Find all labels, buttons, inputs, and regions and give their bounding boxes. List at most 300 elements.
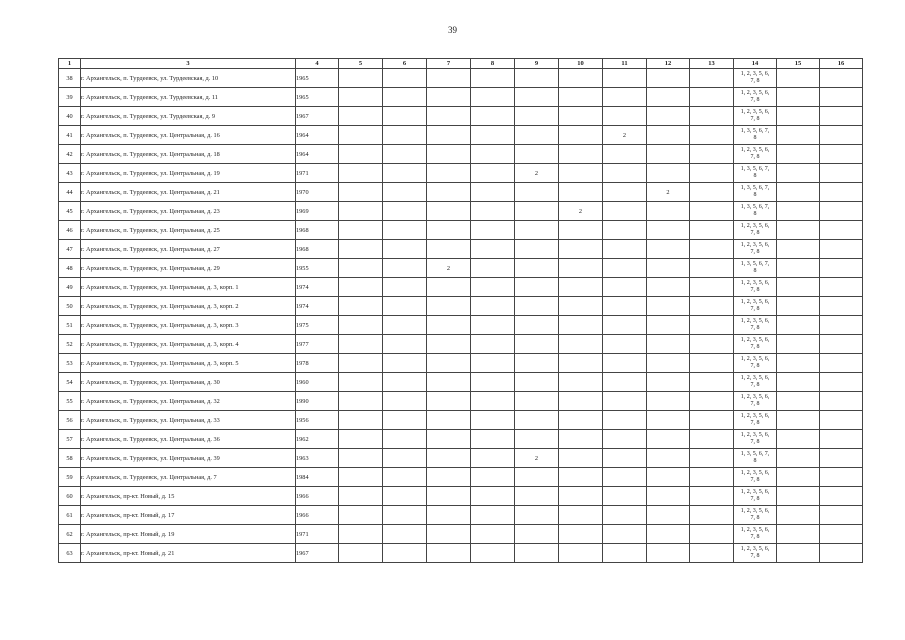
- table-row: [59, 88, 863, 107]
- row-number: 51: [59, 316, 81, 335]
- col7-cell: [427, 278, 471, 297]
- year-cell: 1977: [296, 335, 339, 354]
- col9-cell: [515, 183, 559, 202]
- col15-cell: [777, 449, 820, 468]
- address-cell: г. Архангельск, п. Турдеевск, ул. Турдеевская, д. 10: [81, 69, 296, 88]
- col13-cell: [690, 449, 734, 468]
- address-cell: г. Архангельск, п. Турдеевск, ул. Центральная, д. 16: [81, 126, 296, 145]
- col15-cell: [777, 297, 820, 316]
- col11-cell: [603, 411, 647, 430]
- codes-cell: 1, 2, 3, 5, 6, 7, 8: [734, 278, 777, 297]
- col12-cell: [647, 487, 690, 506]
- year-cell: 1967: [296, 544, 339, 563]
- codes-cell: 1, 3, 5, 6, 7, 8: [734, 183, 777, 202]
- col9-cell: [515, 544, 559, 563]
- col12-cell: [647, 145, 690, 164]
- col6-cell: [383, 487, 427, 506]
- col9-cell: [515, 126, 559, 145]
- table-row: [59, 487, 863, 506]
- col7-cell: [427, 69, 471, 88]
- col8-cell: [471, 316, 515, 335]
- col6-cell: [383, 392, 427, 411]
- col16-cell: [820, 392, 863, 411]
- col12-cell: [647, 430, 690, 449]
- address-cell: г. Архангельск, пр-кт. Новый, д. 17: [81, 506, 296, 525]
- address-cell: г. Архангельск, п. Турдеевск, ул. Центральная, д. 29: [81, 259, 296, 278]
- column-header: 16: [820, 59, 863, 69]
- col10-cell: [559, 221, 603, 240]
- col10-cell: [559, 278, 603, 297]
- year-cell: 1968: [296, 221, 339, 240]
- col15-cell: [777, 107, 820, 126]
- table-row: [59, 240, 863, 259]
- col16-cell: [820, 126, 863, 145]
- col15-cell: [777, 354, 820, 373]
- year-cell: 1984: [296, 468, 339, 487]
- row-number: 46: [59, 221, 81, 240]
- codes-cell: 1, 2, 3, 5, 6, 7, 8: [734, 411, 777, 430]
- table-row: [59, 411, 863, 430]
- col7-cell: [427, 354, 471, 373]
- col13-cell: [690, 506, 734, 525]
- col10-cell: [559, 354, 603, 373]
- address-cell: г. Архангельск, п. Турдеевск, ул. Центральная, д. 23: [81, 202, 296, 221]
- col11-cell: [603, 240, 647, 259]
- row-number: 49: [59, 278, 81, 297]
- col12-cell: [647, 107, 690, 126]
- col7-cell: [427, 126, 471, 145]
- col8-cell: [471, 373, 515, 392]
- col16-cell: [820, 145, 863, 164]
- year-cell: 1978: [296, 354, 339, 373]
- col8-cell: [471, 544, 515, 563]
- table-row: [59, 430, 863, 449]
- col9-cell: [515, 373, 559, 392]
- column-header: 1: [59, 59, 81, 69]
- col9-cell: [515, 411, 559, 430]
- col13-cell: [690, 335, 734, 354]
- col10-cell: [559, 145, 603, 164]
- row-number: 61: [59, 506, 81, 525]
- col11-cell: [603, 525, 647, 544]
- col13-cell: [690, 430, 734, 449]
- col15-cell: [777, 259, 820, 278]
- year-cell: 1967: [296, 107, 339, 126]
- col16-cell: [820, 164, 863, 183]
- column-header: 12: [647, 59, 690, 69]
- address-cell: г. Архангельск, п. Турдеевск, ул. Центральная, д. 27: [81, 240, 296, 259]
- table-row: [59, 373, 863, 392]
- col8-cell: [471, 525, 515, 544]
- codes-cell: 1, 3, 5, 6, 7, 8: [734, 202, 777, 221]
- col11-cell: [603, 202, 647, 221]
- col8-cell: [471, 468, 515, 487]
- col6-cell: [383, 430, 427, 449]
- col7-cell: [427, 525, 471, 544]
- col9-cell: 2: [515, 164, 559, 183]
- col7-cell: [427, 392, 471, 411]
- col9-cell: [515, 88, 559, 107]
- col7-cell: [427, 240, 471, 259]
- address-cell: г. Архангельск, п. Турдеевск, ул. Центральная, д. 3, корп. 3: [81, 316, 296, 335]
- col15-cell: [777, 487, 820, 506]
- row-number: 45: [59, 202, 81, 221]
- col8-cell: [471, 506, 515, 525]
- row-number: 40: [59, 107, 81, 126]
- table-row: [59, 468, 863, 487]
- column-header: 13: [690, 59, 734, 69]
- col13-cell: [690, 297, 734, 316]
- col7-cell: [427, 430, 471, 449]
- col11-cell: [603, 468, 647, 487]
- col13-cell: [690, 468, 734, 487]
- address-cell: г. Архангельск, п. Турдеевск, ул. Центральная, д. 21: [81, 183, 296, 202]
- address-cell: г. Архангельск, п. Турдеевск, ул. Центральная, д. 18: [81, 145, 296, 164]
- year-cell: 1963: [296, 449, 339, 468]
- column-header: 10: [559, 59, 603, 69]
- address-cell: г. Архангельск, п. Турдеевск, ул. Центральная, д. 32: [81, 392, 296, 411]
- table-row: [59, 126, 863, 145]
- year-cell: 1955: [296, 259, 339, 278]
- col11-cell: [603, 145, 647, 164]
- address-cell: г. Архангельск, пр-кт. Новый, д. 19: [81, 525, 296, 544]
- col16-cell: [820, 69, 863, 88]
- col5-cell: [339, 373, 383, 392]
- col10-cell: [559, 468, 603, 487]
- col5-cell: [339, 221, 383, 240]
- col13-cell: [690, 373, 734, 392]
- codes-cell: 1, 2, 3, 5, 6, 7, 8: [734, 335, 777, 354]
- codes-cell: 1, 2, 3, 5, 6, 7, 8: [734, 506, 777, 525]
- col13-cell: [690, 487, 734, 506]
- row-number: 39: [59, 88, 81, 107]
- year-cell: 1990: [296, 392, 339, 411]
- col6-cell: [383, 259, 427, 278]
- row-number: 63: [59, 544, 81, 563]
- col15-cell: [777, 468, 820, 487]
- col15-cell: [777, 202, 820, 221]
- col9-cell: [515, 430, 559, 449]
- col9-cell: [515, 506, 559, 525]
- address-cell: г. Архангельск, п. Турдеевск, ул. Центральная, д. 30: [81, 373, 296, 392]
- col5-cell: [339, 335, 383, 354]
- col9-cell: [515, 145, 559, 164]
- col11-cell: [603, 88, 647, 107]
- col9-cell: [515, 69, 559, 88]
- column-header: 5: [339, 59, 383, 69]
- col5-cell: [339, 126, 383, 145]
- row-number: 38: [59, 69, 81, 88]
- col10-cell: [559, 164, 603, 183]
- col12-cell: [647, 449, 690, 468]
- col9-cell: [515, 259, 559, 278]
- col11-cell: [603, 392, 647, 411]
- row-number: 57: [59, 430, 81, 449]
- col16-cell: [820, 506, 863, 525]
- column-header: 3: [81, 59, 296, 69]
- col15-cell: [777, 335, 820, 354]
- address-cell: г. Архангельск, п. Турдеевск, ул. Центральная, д. 3, корп. 4: [81, 335, 296, 354]
- col7-cell: 2: [427, 259, 471, 278]
- col5-cell: [339, 487, 383, 506]
- address-cell: г. Архангельск, п. Турдеевск, ул. Центральная, д. 33: [81, 411, 296, 430]
- col5-cell: [339, 297, 383, 316]
- col16-cell: [820, 240, 863, 259]
- year-cell: 1964: [296, 126, 339, 145]
- col9-cell: [515, 335, 559, 354]
- col16-cell: [820, 221, 863, 240]
- codes-cell: 1, 2, 3, 5, 6, 7, 8: [734, 468, 777, 487]
- codes-cell: 1, 2, 3, 5, 6, 7, 8: [734, 316, 777, 335]
- col6-cell: [383, 126, 427, 145]
- col7-cell: [427, 411, 471, 430]
- codes-cell: 1, 2, 3, 5, 6, 7, 8: [734, 544, 777, 563]
- year-cell: 1975: [296, 316, 339, 335]
- col15-cell: [777, 430, 820, 449]
- col12-cell: [647, 69, 690, 88]
- col11-cell: 2: [603, 126, 647, 145]
- col8-cell: [471, 449, 515, 468]
- col13-cell: [690, 544, 734, 563]
- col5-cell: [339, 88, 383, 107]
- col15-cell: [777, 69, 820, 88]
- year-cell: 1974: [296, 297, 339, 316]
- col13-cell: [690, 126, 734, 145]
- col6-cell: [383, 316, 427, 335]
- col15-cell: [777, 278, 820, 297]
- col5-cell: [339, 240, 383, 259]
- col10-cell: [559, 240, 603, 259]
- col7-cell: [427, 183, 471, 202]
- col10-cell: [559, 373, 603, 392]
- col13-cell: [690, 278, 734, 297]
- col15-cell: [777, 544, 820, 563]
- col16-cell: [820, 468, 863, 487]
- row-number: 56: [59, 411, 81, 430]
- col9-cell: [515, 316, 559, 335]
- col10-cell: [559, 126, 603, 145]
- col5-cell: [339, 430, 383, 449]
- col10-cell: 2: [559, 202, 603, 221]
- col5-cell: [339, 183, 383, 202]
- col9-cell: [515, 278, 559, 297]
- col12-cell: [647, 221, 690, 240]
- col7-cell: [427, 297, 471, 316]
- row-number: 55: [59, 392, 81, 411]
- col8-cell: [471, 164, 515, 183]
- col8-cell: [471, 221, 515, 240]
- row-number: 41: [59, 126, 81, 145]
- address-cell: г. Архангельск, п. Турдеевск, ул. Центральная, д. 19: [81, 164, 296, 183]
- row-number: 53: [59, 354, 81, 373]
- table-row: [59, 544, 863, 563]
- col11-cell: [603, 164, 647, 183]
- codes-cell: 1, 2, 3, 5, 6, 7, 8: [734, 487, 777, 506]
- col6-cell: [383, 88, 427, 107]
- address-cell: г. Архангельск, пр-кт. Новый, д. 21: [81, 544, 296, 563]
- col16-cell: [820, 297, 863, 316]
- col7-cell: [427, 335, 471, 354]
- col16-cell: [820, 107, 863, 126]
- year-cell: 1964: [296, 145, 339, 164]
- codes-cell: 1, 3, 5, 6, 7, 8: [734, 164, 777, 183]
- col5-cell: [339, 506, 383, 525]
- col5-cell: [339, 202, 383, 221]
- row-number: 59: [59, 468, 81, 487]
- col16-cell: [820, 449, 863, 468]
- housing-register-table: [58, 58, 863, 563]
- codes-cell: 1, 2, 3, 5, 6, 7, 8: [734, 240, 777, 259]
- row-number: 52: [59, 335, 81, 354]
- col6-cell: [383, 373, 427, 392]
- row-number: 44: [59, 183, 81, 202]
- col12-cell: [647, 468, 690, 487]
- col12-cell: [647, 354, 690, 373]
- col12-cell: [647, 392, 690, 411]
- col8-cell: [471, 145, 515, 164]
- col10-cell: [559, 525, 603, 544]
- col9-cell: [515, 392, 559, 411]
- col9-cell: [515, 221, 559, 240]
- col6-cell: [383, 354, 427, 373]
- col9-cell: [515, 354, 559, 373]
- col16-cell: [820, 373, 863, 392]
- col16-cell: [820, 430, 863, 449]
- col9-cell: [515, 487, 559, 506]
- column-header: 7: [427, 59, 471, 69]
- codes-cell: 1, 2, 3, 5, 6, 7, 8: [734, 88, 777, 107]
- col5-cell: [339, 411, 383, 430]
- row-number: 42: [59, 145, 81, 164]
- codes-cell: 1, 2, 3, 5, 6, 7, 8: [734, 145, 777, 164]
- page-number: 39: [448, 25, 457, 35]
- column-header: 6: [383, 59, 427, 69]
- col10-cell: [559, 487, 603, 506]
- col10-cell: [559, 506, 603, 525]
- col8-cell: [471, 487, 515, 506]
- col13-cell: [690, 354, 734, 373]
- col8-cell: [471, 430, 515, 449]
- table-row: [59, 164, 863, 183]
- codes-cell: 1, 2, 3, 5, 6, 7, 8: [734, 525, 777, 544]
- col15-cell: [777, 411, 820, 430]
- col6-cell: [383, 145, 427, 164]
- col5-cell: [339, 468, 383, 487]
- col6-cell: [383, 411, 427, 430]
- col6-cell: [383, 107, 427, 126]
- row-number: 54: [59, 373, 81, 392]
- col11-cell: [603, 373, 647, 392]
- col15-cell: [777, 88, 820, 107]
- table-row: [59, 506, 863, 525]
- col12-cell: [647, 525, 690, 544]
- col8-cell: [471, 278, 515, 297]
- col11-cell: [603, 183, 647, 202]
- col12-cell: [647, 297, 690, 316]
- codes-cell: 1, 3, 5, 6, 7, 8: [734, 259, 777, 278]
- address-cell: г. Архангельск, п. Турдеевск, ул. Центральная, д. 3, корп. 1: [81, 278, 296, 297]
- address-cell: г. Архангельск, п. Турдеевск, ул. Турдеевская, д. 11: [81, 88, 296, 107]
- col9-cell: [515, 525, 559, 544]
- col5-cell: [339, 449, 383, 468]
- col9-cell: [515, 202, 559, 221]
- col13-cell: [690, 392, 734, 411]
- col9-cell: [515, 468, 559, 487]
- col11-cell: [603, 449, 647, 468]
- col13-cell: [690, 525, 734, 544]
- col16-cell: [820, 487, 863, 506]
- codes-cell: 1, 2, 3, 5, 6, 7, 8: [734, 373, 777, 392]
- col5-cell: [339, 544, 383, 563]
- col15-cell: [777, 240, 820, 259]
- col7-cell: [427, 487, 471, 506]
- col16-cell: [820, 411, 863, 430]
- col16-cell: [820, 316, 863, 335]
- col11-cell: [603, 354, 647, 373]
- col11-cell: [603, 316, 647, 335]
- col15-cell: [777, 373, 820, 392]
- col8-cell: [471, 107, 515, 126]
- col10-cell: [559, 335, 603, 354]
- col13-cell: [690, 411, 734, 430]
- col7-cell: [427, 449, 471, 468]
- col16-cell: [820, 259, 863, 278]
- col9-cell: [515, 297, 559, 316]
- col12-cell: [647, 259, 690, 278]
- col13-cell: [690, 316, 734, 335]
- col13-cell: [690, 221, 734, 240]
- col7-cell: [427, 316, 471, 335]
- year-cell: 1965: [296, 88, 339, 107]
- col8-cell: [471, 411, 515, 430]
- col11-cell: [603, 487, 647, 506]
- col13-cell: [690, 145, 734, 164]
- col5-cell: [339, 107, 383, 126]
- table-row: [59, 297, 863, 316]
- col6-cell: [383, 183, 427, 202]
- col12-cell: 2: [647, 183, 690, 202]
- col10-cell: [559, 88, 603, 107]
- col7-cell: [427, 107, 471, 126]
- table-row: [59, 107, 863, 126]
- col12-cell: [647, 88, 690, 107]
- col8-cell: [471, 354, 515, 373]
- col6-cell: [383, 164, 427, 183]
- column-header: 4: [296, 59, 339, 69]
- col11-cell: [603, 278, 647, 297]
- codes-cell: 1, 2, 3, 5, 6, 7, 8: [734, 221, 777, 240]
- table-row: [59, 354, 863, 373]
- col8-cell: [471, 335, 515, 354]
- row-number: 47: [59, 240, 81, 259]
- table-row: [59, 221, 863, 240]
- col5-cell: [339, 278, 383, 297]
- col5-cell: [339, 354, 383, 373]
- col8-cell: [471, 259, 515, 278]
- table-row: [59, 316, 863, 335]
- col15-cell: [777, 392, 820, 411]
- year-cell: 1962: [296, 430, 339, 449]
- col12-cell: [647, 373, 690, 392]
- col16-cell: [820, 525, 863, 544]
- col16-cell: [820, 88, 863, 107]
- col8-cell: [471, 297, 515, 316]
- col15-cell: [777, 164, 820, 183]
- year-cell: 1969: [296, 202, 339, 221]
- col6-cell: [383, 525, 427, 544]
- col6-cell: [383, 335, 427, 354]
- col11-cell: [603, 221, 647, 240]
